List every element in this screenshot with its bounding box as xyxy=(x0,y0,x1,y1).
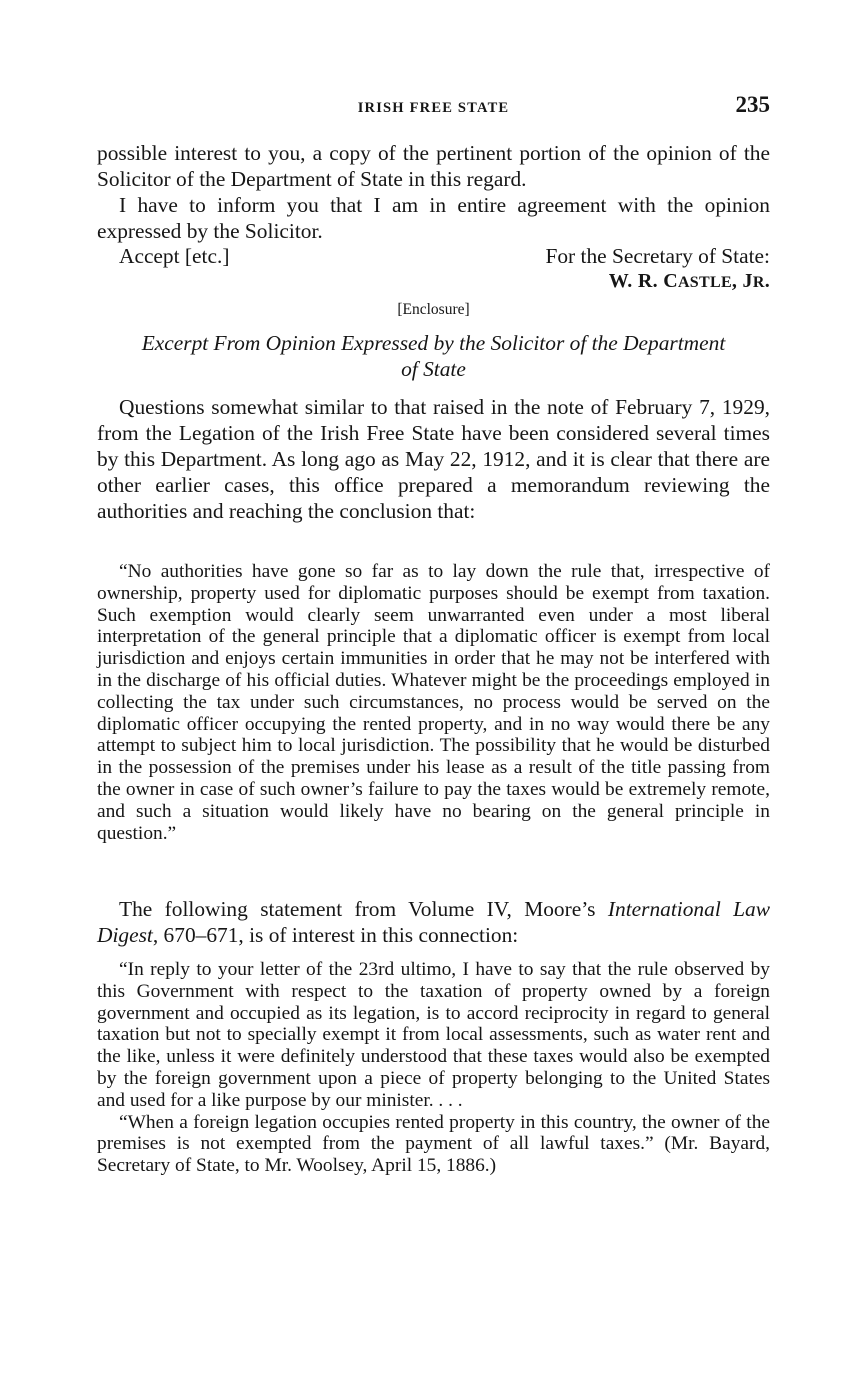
page-header xyxy=(97,92,770,122)
block-quote-1: “No authorities have gone so far as to lay down the rule that, irrespective of ownership, property used for diplomatic purposes should be exempt from taxation. Such exemption would clearly seem unwarranted even under a most liberal interpretation of the general principle that a diplomatic officer is exempt from local jurisdiction and enjoys certain immunities in order that he may not be interfered with in the discharge of his official duties. Whatever might be the proceedings employed in collecting the tax under such circumstances, no process would be served on the diplomatic officer occupying the rented property, and in no way would there be any attempt to subject him to local jurisdiction. The possibility that he would be disturbed in the possession of the premises under his lease as a result of the title passing from the owner in case of such owner’s failure to pay the taxes would be extremely remote, and such a situation would likely have no bearing on the general principle in question.” xyxy=(97,561,770,844)
running-head: IRISH FREE STATE xyxy=(357,100,510,116)
enclosure-label: [Enclosure] xyxy=(397,301,470,318)
signature xyxy=(609,270,770,293)
signature-initials: W. R. C xyxy=(608,270,678,292)
quote-2-paragraph-1: “In reply to your letter of the 23rd ultimo, I have to say that the rule observed by this Government with respect to the taxation of property owned by a foreign government and occupied as its legation, is to accord reciprocity in regard to general taxation but not to specially exempt it from local assessments, such as water rent and the like, unless it were definitely understood that these taxes would also be exempted by the foreign government upon a piece of property belonging to the United States and used for a like purpose by our minister. . . . xyxy=(97,959,770,1111)
following-text-post: , 670–671, is of interest in this connection: xyxy=(152,923,519,947)
following-text-pre: The following statement from Volume IV, Moore’s xyxy=(119,897,608,921)
block-quote-2 xyxy=(97,959,770,1177)
signature-surname-small-caps: ASTLE xyxy=(677,274,732,291)
excerpt-title-line-1: Excerpt From Opinion Expressed by the Solicitor of the Department xyxy=(141,331,726,355)
quote-2-paragraph-2: “When a foreign legation occupies rented property in this country, the owner of the premises is not exempted from the payment of all lawful taxes.” (Mr. Bayard, Secretary of State, to Mr. Woolsey, April 15, 1886.) xyxy=(97,1111,770,1177)
excerpt-title-line-2: of State xyxy=(401,357,466,381)
for-secretary-line: For the Secretary of State: xyxy=(545,244,770,268)
letter-paragraph-2: I have to inform you that I am in entire agreement with the opinion expressed by the Solicitor. xyxy=(97,193,770,243)
signature-suffix-small-caps: R xyxy=(752,274,765,291)
letter-body xyxy=(97,140,770,244)
following-paragraph xyxy=(97,896,770,948)
intro-paragraph: Questions somewhat similar to that raised in the note of February 7, 1929, from the Legation of the Irish Free State have been considered several times by this Department. As long ago as May 22, 1912, and it is clear that there are other earlier cases, this office prepared a memorandum reviewing the authorities and reaching the conclusion that: xyxy=(97,395,770,523)
page-number: 235 xyxy=(735,92,770,117)
signature-comma: , J xyxy=(731,270,753,292)
excerpt-title xyxy=(97,330,770,382)
digest-title: International Law Digest xyxy=(97,897,770,947)
signature-period: . xyxy=(764,270,770,292)
complimentary-close: Accept [etc.] xyxy=(119,244,230,268)
letter-paragraph-1: possible interest to you, a copy of the pertinent portion of the opinion of the Solicitor of the Department of State in this regard. xyxy=(97,141,770,191)
